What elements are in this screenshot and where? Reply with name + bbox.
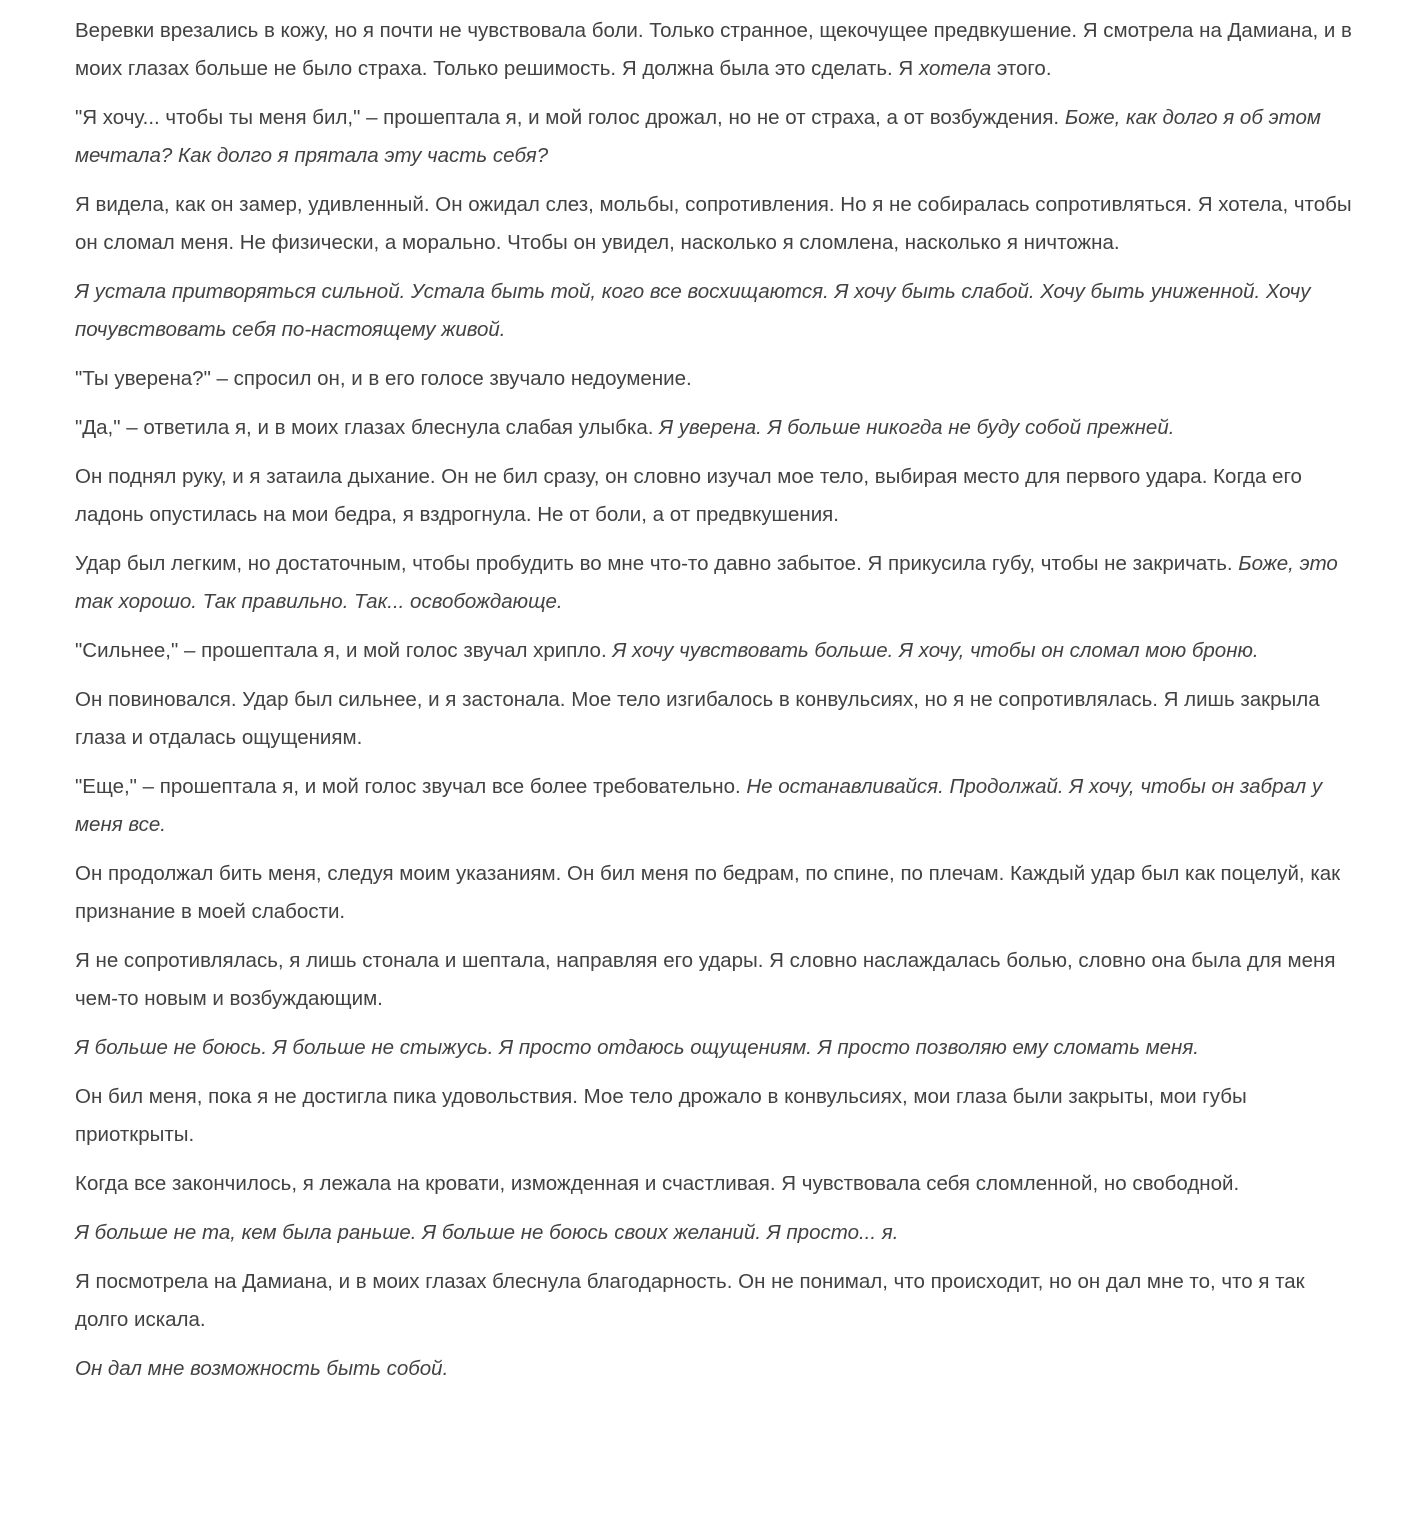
italic-text: Я больше не боюсь. Я больше не стыжусь. Я просто отдаюсь ощущениям. Я просто позволяю ему сломать меня. <box>75 1036 1199 1059</box>
paragraph <box>75 1165 1360 1203</box>
italic-text: Я хочу чувствовать больше. Я хочу, чтобы он сломал мою броню. <box>612 639 1259 662</box>
paragraph <box>75 942 1360 1018</box>
paragraph <box>75 768 1360 844</box>
text: Он продолжал бить меня, следуя моим указаниям. Он бил меня по бедрам, по спине, по плечам. Каждый удар был как поцелуй, как признание в моей слабости. <box>75 862 1341 923</box>
italic-text: Он дал мне возможность быть собой. <box>75 1357 449 1380</box>
text: Удар был легким, но достаточным, чтобы пробудить во мне что-то давно забытое. Я прикусила губу, чтобы не закричать. <box>75 552 1239 575</box>
text: этого. <box>991 57 1052 80</box>
italic-text: Я больше не та, кем была раньше. Я больше не боюсь своих желаний. Я просто... я. <box>75 1221 899 1244</box>
paragraph <box>75 1029 1360 1067</box>
text: Веревки врезались в кожу, но я почти не чувствовала боли. Только странное, щекочущее предвкушение. Я смотрела на Дамиана, и в моих глазах больше не было страха. Только решимость. Я должна была это сделать. Я <box>75 19 1352 80</box>
text: Когда все закончилось, я лежала на кровати, изможденная и счастливая. Я чувствовала себя сломленной, но свободной. <box>75 1172 1240 1195</box>
paragraph <box>75 186 1360 262</box>
paragraph <box>75 273 1360 349</box>
document-body <box>75 12 1360 1399</box>
paragraph <box>75 12 1360 88</box>
paragraph <box>75 1078 1360 1154</box>
paragraph <box>75 1350 1360 1388</box>
text: Он поднял руку, и я затаила дыхание. Он не бил сразу, он словно изучал мое тело, выбирая место для первого удара. Когда его ладонь опустилась на мои бедра, я вздрогнула. Не от боли, а от предвкушения. <box>75 465 1302 526</box>
paragraph <box>75 545 1360 621</box>
paragraph <box>75 458 1360 534</box>
text: "Ты уверена?" – спросил он, и в его голосе звучало недоумение. <box>75 367 692 390</box>
paragraph <box>75 632 1360 670</box>
text: "Сильнее," – прошептала я, и мой голос звучал хрипло. <box>75 639 613 662</box>
paragraph <box>75 855 1360 931</box>
paragraph <box>75 360 1360 398</box>
text: Я посмотрела на Дамиана, и в моих глазах блеснула благодарность. Он не понимал, что происходит, но он дал мне то, что я так долго искала. <box>75 1270 1305 1331</box>
italic-text: хотела <box>918 57 992 80</box>
italic-text: Не останавливайся. Продолжай. Я хочу, чтобы он забрал у меня все. <box>75 775 1323 836</box>
text: "Еще," – прошептала я, и мой голос звучал все более требовательно. <box>75 775 747 798</box>
paragraph <box>75 99 1360 175</box>
italic-text: Я устала притворяться сильной. Устала быть той, кого все восхищаются. Я хочу быть слабой. Хочу быть униженной. Хочу почувствовать себя по-настоящему живой. <box>75 280 1311 341</box>
paragraph <box>75 1214 1360 1252</box>
paragraph <box>75 681 1360 757</box>
italic-text: Боже, как долго я об этом мечтала? Как долго я прятала эту часть себя? <box>75 106 1321 167</box>
text: Он повиновался. Удар был сильнее, и я застонала. Мое тело изгибалось в конвульсиях, но я не сопротивлялась. Я лишь закрыла глаза и отдалась ощущениям. <box>75 688 1320 749</box>
paragraph <box>75 409 1360 447</box>
text: Он бил меня, пока я не достигла пика удовольствия. Мое тело дрожало в конвульсиях, мои глаза были закрыты, мои губы приоткрыты. <box>75 1085 1247 1146</box>
paragraph <box>75 1263 1360 1339</box>
italic-text: Боже, это так хорошо. Так правильно. Так... освобождающе. <box>75 552 1338 613</box>
text: Я не сопротивлялась, я лишь стонала и шептала, направляя его удары. Я словно наслаждалась болью, словно она была для меня чем-то новым и возбуждающим. <box>75 949 1336 1010</box>
text: "Я хочу... чтобы ты меня бил," – прошептала я, и мой голос дрожал, но не от страха, а от возбуждения. <box>75 106 1065 129</box>
text: Я видела, как он замер, удивленный. Он ожидал слез, мольбы, сопротивления. Но я не собиралась сопротивляться. Я хотела, чтобы он сломал меня. Не физически, а морально. Чтобы он увидел, насколько я сломлена, насколько я ничтожна. <box>75 193 1352 254</box>
text: "Да," – ответила я, и в моих глазах блеснула слабая улыбка. <box>75 416 660 439</box>
italic-text: Я уверена. Я больше никогда не буду собой прежней. <box>659 416 1175 439</box>
